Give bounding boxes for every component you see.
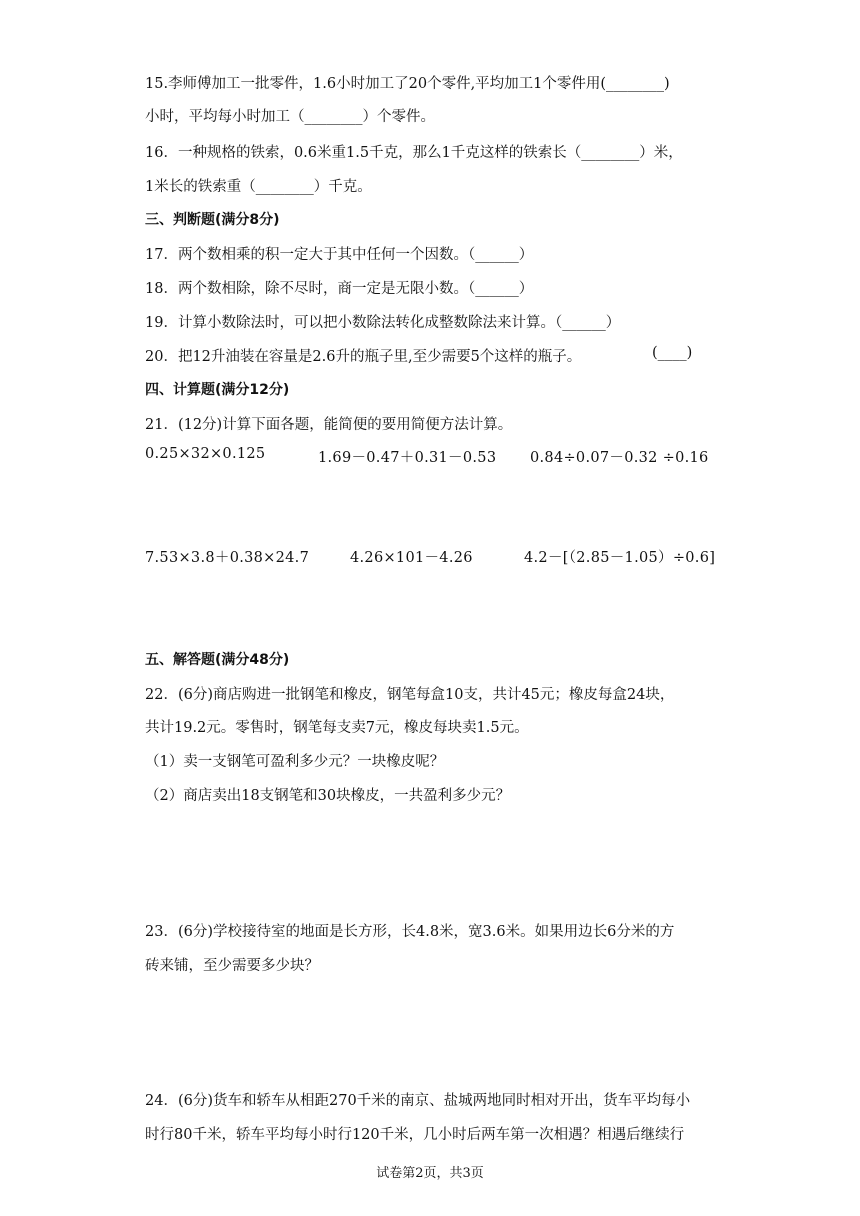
q17: 17．两个数相乘的积一定大于其中任何一个因数。（______） (145, 247, 534, 263)
calc-3: 0.84÷0.07－0.32 ÷0.16 (530, 450, 709, 466)
q20-text: 20．把12升油装在容量是2.6升的瓶子里,至少需要5个这样的瓶子。 (145, 349, 582, 365)
q23-line2: 砖来铺，至少需要多少块？ (145, 958, 319, 974)
q15-line1: 15.李师傅加工一批零件，1.6小时加工了20个零件,平均加工1个零件用(________) (145, 76, 670, 92)
q22-line2: 共计19.2元。零售时，钢笔每支卖7元，橡皮每块卖1.5元。 (145, 720, 529, 736)
q16-line2: 1米长的铁索重（________）千克。 (145, 179, 372, 195)
q15-line2: 小时，平均每小时加工（________）个零件。 (145, 109, 435, 125)
q24-line2: 时行80千米，轿车平均每小时行120千米，几小时后两车第一次相遇？相遇后继续行 (145, 1127, 685, 1143)
page-footer: 试卷第2页，共3页 (376, 1166, 484, 1181)
q21-text: 21．(12分)计算下面各题，能简便的要用简便方法计算。 (145, 417, 513, 433)
calc-4: 7.53×3.8＋0.38×24.7 (145, 550, 310, 566)
section5-title: 五、解答题(满分48分) (145, 652, 290, 668)
q22-sub2: （2）商店卖出18支钢笔和30块橡皮，一共盈利多少元？ (145, 788, 511, 804)
calc-1: 0.25×32×0.125 (145, 446, 266, 462)
calc-5: 4.26×101－4.26 (350, 550, 473, 566)
q23-line1: 23．(6分)学校接待室的地面是长方形，长4.8米，宽3.6米。如果用边长6分米的方 (145, 924, 675, 940)
section4-title: 四、计算题(满分12分) (145, 382, 290, 398)
q18: 18．两个数相除，除不尽时，商一定是无限小数。（______） (145, 281, 534, 297)
q22-sub1: （1）卖一支钢笔可盈利多少元？一块橡皮呢？ (145, 754, 445, 770)
q22-line1: 22．(6分)商店购进一批钢笔和橡皮，钢笔每盒10支，共计45元；橡皮每盒24块， (145, 687, 675, 703)
calc-6: 4.2－[（2.85－1.05）÷0.6] (524, 550, 716, 566)
section3-title: 三、判断题(满分8分) (145, 212, 280, 228)
q19: 19．计算小数除法时，可以把小数除法转化成整数除法来计算。（______） (145, 315, 621, 331)
q24-line1: 24．(6分)货车和轿车从相距270千米的南京、盐城两地同时相对开出，货车平均每小 (145, 1093, 691, 1109)
q20-blank: (____) (652, 345, 693, 361)
calc-2: 1.69－0.47＋0.31－0.53 (318, 450, 497, 466)
q16-line1: 16．一种规格的铁索，0.6米重1.5千克，那么1千克这样的铁索长（________）米， (145, 145, 683, 161)
